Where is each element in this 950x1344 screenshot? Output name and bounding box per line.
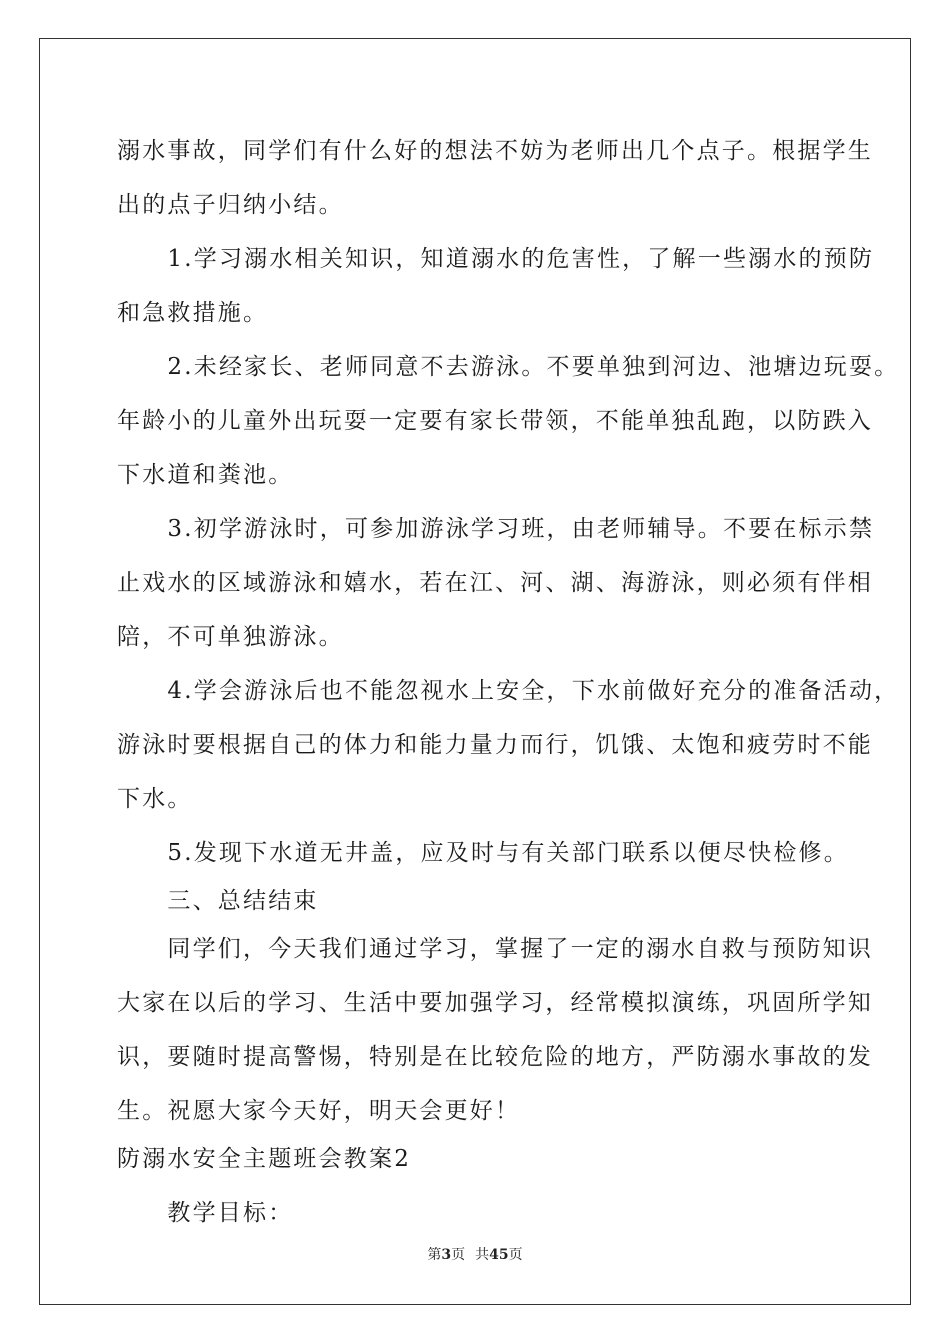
text-line-17: 大家在以后的学习、生活中要加强学习，经常模拟演练，巩固所学知: [117, 990, 873, 1016]
document-title: 防溺水安全主题班会教案2: [117, 1146, 412, 1172]
text-line-3: 1.学习溺水相关知识，知道溺水的危害性，了解一些溺水的预防: [117, 246, 875, 272]
text-line-2: 出的点子归纳小结。: [117, 192, 344, 218]
text-line-16: 同学们，今天我们通过学习，掌握了一定的溺水自救与预防知识: [117, 936, 873, 962]
page-footer: [0, 1244, 950, 1264]
total-prefix: 共: [475, 1247, 490, 1263]
text-line-18: 识，要随时提高警惕，特别是在比较危险的地方，严防溺水事故的发: [117, 1044, 873, 1070]
text-line-10: 陪，不可单独游泳。: [117, 624, 344, 650]
page-suffix: 页: [451, 1247, 466, 1263]
total-pages: 45: [489, 1247, 509, 1263]
page-prefix: 第: [427, 1247, 442, 1263]
text-line-9: 止戏水的区域游泳和嬉水，若在江、河、湖、海游泳，则必须有伴相: [117, 570, 873, 596]
text-line-4: 和急救措施。: [117, 300, 269, 326]
page-number: 3: [441, 1247, 452, 1263]
text-line-8: 3.初学游泳时，可参加游泳学习班，由老师辅导。不要在标示禁: [117, 516, 875, 542]
document-body: [117, 129, 900, 1245]
total-suffix: 页: [508, 1247, 523, 1263]
text-line-7: 下水道和粪池。: [117, 462, 294, 488]
text-line-11: 4.学会游泳后也不能忽视水上安全，下水前做好充分的准备活动，: [117, 678, 900, 704]
text-line-12: 游泳时要根据自己的体力和能力量力而行，饥饿、太饱和疲劳时不能: [117, 732, 873, 758]
text-line-14: 5.发现下水道无井盖，应及时与有关部门联系以便尽快检修。: [117, 840, 849, 866]
text-line-21: 教学目标：: [117, 1200, 294, 1226]
section-heading: 三、总结结束: [117, 888, 319, 914]
text-line-5: 2.未经家长、老师同意不去游泳。不要单独到河边、池塘边玩耍。: [117, 354, 900, 380]
text-line-6: 年龄小的儿童外出玩耍一定要有家长带领，不能单独乱跑，以防跌入: [117, 408, 873, 434]
text-line-1: 溺水事故，同学们有什么好的想法不妨为老师出几个点子。根据学生: [117, 138, 873, 164]
text-line-19: 生。祝愿大家今天好，明天会更好！: [117, 1098, 521, 1124]
text-line-13: 下水。: [117, 786, 193, 812]
